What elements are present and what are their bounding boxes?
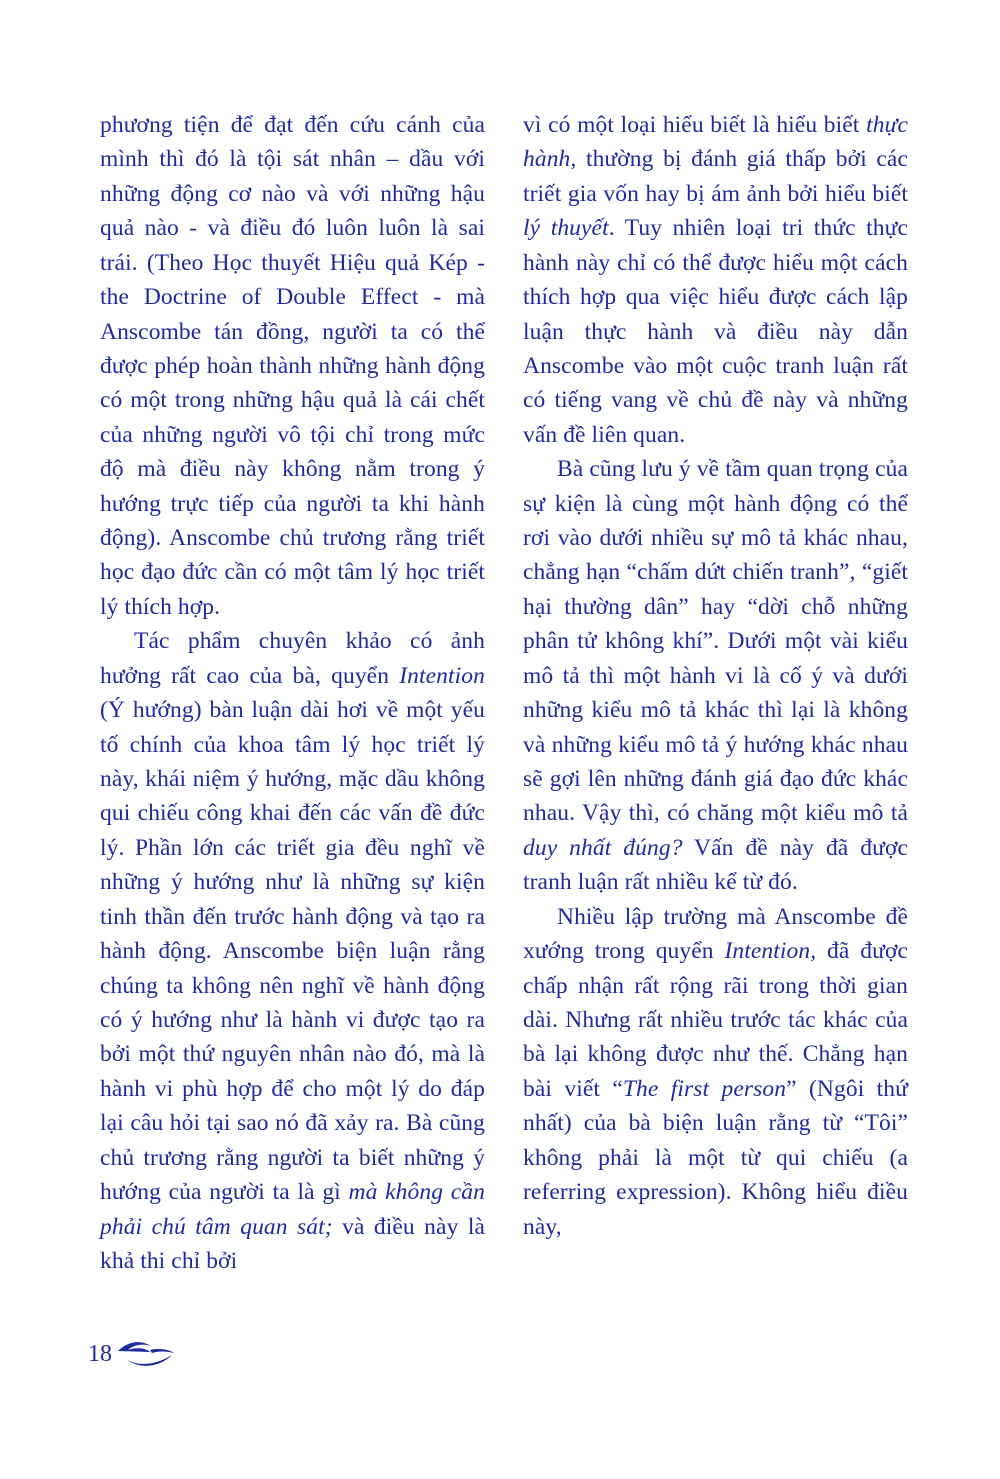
swoosh-ornament-icon <box>116 1337 178 1371</box>
two-column-body <box>100 108 908 1278</box>
paragraph: Bà cũng lưu ý về tầm quan trọng của sự kiện là cùng một hành động có thể rơi vào dưới nhiều sự mô tả khác nhau, chẳng hạn “chấm dứt chiến tranh”, “giết hại thường dân” hay “dời chỗ những phân tử không khí”. Dưới một vài kiểu mô tả thì một hành vi là cố ý và dưới những kiểu mô tả khác thì lại là không và những kiểu mô tả ý hướng khác nhau sẽ gợi lên những đánh giá đạo đức khác nhau. Vậy thì, có chăng một kiểu mô tả duy nhất đúng? Vấn đề này đã được tranh luận rất nhiều kể từ đó. <box>523 456 909 896</box>
paragraph: Tác phẩm chuyên khảo có ảnh hưởng rất cao của bà, quyển Intention (Ý hướng) bàn luận dài hơi về một yếu tố chính của khoa tâm lý học triết lý này, khái niệm ý hướng, mặc dầu không qui chiếu công khai đến các vấn đề đức lý. Phần lớn các triết gia đều nghĩ về những ý hướng như là những sự kiện tinh thần đến trước hành động và tạo ra hành động. Anscombe biện luận rằng chúng ta không nên nghĩ về hành động có ý hướng như là hành vi được tạo ra bởi một thứ nguyên nhân nào đó, mà là hành vi phù hợp để cho một lý do đáp lại câu hỏi tại sao nó đã xảy ra. Bà cũng chủ trương rằng người ta biết những ý hướng của người ta là gì mà không cần phải chú tâm quan sát; và điều này là khả thi chỉ bởi <box>100 628 485 1274</box>
left-column <box>100 108 485 1278</box>
page-number: 18 <box>88 1340 112 1367</box>
paragraph: Nhiều lập trường mà Anscombe đề xướng trong quyển Intention, đã được chấp nhận rất rộng rãi trong thời gian dài. Nhưng rất nhiều trước tác khác của bà lại không được như thế. Chẳng hạn bài viết “The first person” (Ngôi thứ nhất) của bà biện luận rằng từ “Tôi” không phải là một từ qui chiếu (a referring expression). Không hiểu điều này, <box>523 903 909 1240</box>
right-column <box>523 108 908 1278</box>
page-footer <box>88 1337 178 1371</box>
paragraph: phương tiện để đạt đến cứu cánh của mình thì đó là tội sát nhân – dầu với những động cơ nào và với những hậu quả nào - và điều đó luôn luôn là sai trái. (Theo Học thuyết Hiệu quả Kép - the Doctrine of Double Effect - mà Anscombe tán đồng, người ta có thể được phép hoàn thành những hành động có một trong những hậu quả là cái chết của những người vô tội chỉ trong mức độ mà điều này không nằm trong ý hướng trực tiếp của người ta khi hành động). Anscombe chủ trương rằng triết học đạo đức cần có một tâm lý học triết lý thích hợp. <box>100 112 485 620</box>
paragraph: vì có một loại hiểu biết là hiểu biết thực hành, thường bị đánh giá thấp bởi các triết gia vốn hay bị ám ảnh bởi hiểu biết lý thuyết. Tuy nhiên loại tri thức thực hành này chỉ có thể được hiểu một cách thích hợp qua việc hiểu được cách lập luận thực hành và điều này dẫn Anscombe vào một cuộc tranh luận rất có tiếng vang về chủ đề này và những vấn đề liên quan. <box>523 112 909 448</box>
